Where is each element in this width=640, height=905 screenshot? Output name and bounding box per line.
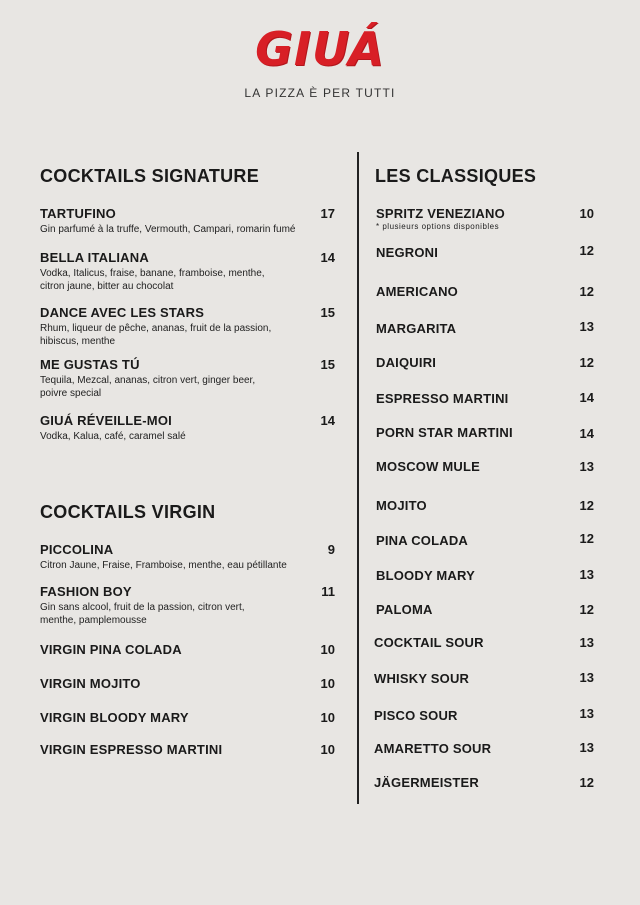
- item-name: JÄGERMEISTER: [374, 775, 479, 790]
- item-description: Gin parfumé à la truffe, Vermouth, Campari, romarin fumé: [40, 224, 296, 235]
- item-name: PORN STAR MARTINI: [376, 425, 513, 440]
- menu-item: [40, 413, 290, 443]
- item-name: AMERICANO: [376, 284, 458, 299]
- item-name: BLOODY MARY: [376, 568, 475, 583]
- header: [0, 14, 640, 100]
- menu-item: [376, 391, 556, 406]
- item-price: 12: [579, 243, 594, 258]
- section-title-classiques: LES CLASSIQUES: [375, 166, 537, 186]
- section-title-signature: COCKTAILS SIGNATURE: [40, 166, 260, 186]
- item-price: 14: [579, 426, 594, 441]
- item-price: 10: [320, 710, 335, 725]
- column-divider: [357, 152, 359, 804]
- item-name: GIUÁ RÉVEILLE-MOI: [40, 413, 172, 428]
- item-name: VIRGIN BLOODY MARY: [40, 710, 189, 725]
- item-name: ME GUSTAS TÚ: [40, 357, 140, 372]
- menu-item: [40, 676, 300, 691]
- item-name: MARGARITA: [376, 321, 457, 336]
- menu-item: [374, 671, 554, 686]
- item-name: VIRGIN PINA COLADA: [40, 642, 182, 657]
- item-price: 14: [320, 413, 335, 428]
- item-price: 13: [579, 459, 594, 474]
- item-name: PINA COLADA: [376, 533, 468, 548]
- item-price: 10: [579, 206, 594, 221]
- item-price: 11: [321, 584, 335, 599]
- item-description: Citron Jaune, Fraise, Framboise, menthe, eau pétillante: [40, 560, 287, 571]
- item-price: 12: [579, 284, 594, 299]
- menu-item: [376, 498, 556, 513]
- item-price: 12: [579, 531, 594, 546]
- item-name: PICCOLINA: [40, 542, 114, 557]
- menu-item: [376, 206, 566, 231]
- item-name: WHISKY SOUR: [374, 671, 470, 686]
- item-price: 12: [579, 775, 594, 790]
- menu-item: [376, 321, 556, 336]
- item-name: DAIQUIRI: [376, 355, 437, 370]
- item-price: 13: [579, 670, 594, 685]
- menu-item: [40, 642, 300, 657]
- item-price: 17: [320, 206, 335, 221]
- menu-item: [40, 584, 270, 627]
- tagline: LA PIZZA È PER TUTTI: [244, 86, 396, 100]
- item-name: ESPRESSO MARTINI: [376, 391, 509, 406]
- item-price: 14: [579, 390, 594, 405]
- menu-item: [40, 542, 310, 572]
- item-price: 9: [327, 542, 335, 557]
- item-name: VIRGIN ESPRESSO MARTINI: [40, 742, 223, 757]
- item-price: 12: [579, 602, 594, 617]
- item-price: 10: [320, 742, 335, 757]
- menu-item: [40, 250, 290, 293]
- item-price: 10: [320, 676, 335, 691]
- item-price: 13: [579, 706, 594, 721]
- menu-item: [376, 459, 556, 474]
- menu-item: [376, 355, 556, 370]
- menu-item: [374, 635, 554, 650]
- item-description: Gin sans alcool, fruit de la passion, citron vert, menthe, pamplemousse: [40, 602, 245, 626]
- item-price: 15: [320, 357, 335, 372]
- section-title-virgin: COCKTAILS VIRGIN: [40, 502, 216, 522]
- item-name: VIRGIN MOJITO: [40, 676, 141, 691]
- menu-item: [376, 425, 556, 440]
- item-name: BELLA ITALIANA: [40, 250, 149, 265]
- item-name: COCKTAIL SOUR: [374, 635, 484, 650]
- menu-item: [40, 206, 320, 236]
- item-price: 15: [320, 305, 335, 320]
- menu-item: [376, 568, 556, 583]
- item-name: PALOMA: [376, 602, 433, 617]
- item-price: 13: [579, 319, 594, 334]
- item-price: 14: [320, 250, 335, 265]
- brand-logo: GIUÁ: [255, 22, 385, 76]
- menu-item: [376, 602, 556, 617]
- item-name: SPRITZ VENEZIANO: [376, 206, 505, 221]
- item-name: DANCE AVEC LES STARS: [40, 305, 205, 320]
- item-note: * plusieurs options disponibles: [376, 222, 500, 231]
- item-name: MOJITO: [376, 498, 427, 513]
- menu-item: [374, 741, 554, 756]
- item-name: PISCO SOUR: [374, 708, 458, 723]
- item-name: NEGRONI: [376, 245, 439, 260]
- menu-item: [40, 305, 290, 348]
- item-name: AMARETTO SOUR: [374, 741, 492, 756]
- item-name: FASHION BOY: [40, 584, 132, 599]
- menu-item: [376, 533, 556, 548]
- menu-item: [374, 708, 554, 723]
- menu-item: [40, 742, 300, 757]
- item-price: 12: [579, 355, 594, 370]
- menu-item: [376, 245, 556, 260]
- item-name: MOSCOW MULE: [376, 459, 481, 474]
- item-name: TARTUFINO: [40, 206, 116, 221]
- menu-item: [40, 357, 280, 400]
- item-description: Tequila, Mezcal, ananas, citron vert, ginger beer, poivre special: [40, 375, 256, 399]
- item-price: 12: [579, 498, 594, 513]
- item-price: 13: [579, 567, 594, 582]
- menu-item: [376, 284, 556, 299]
- item-price: 10: [320, 642, 335, 657]
- item-price: 13: [579, 740, 594, 755]
- menu-item: [374, 775, 554, 790]
- item-description: Rhum, liqueur de pêche, ananas, fruit de la passion, hibiscus, menthe: [40, 323, 272, 347]
- menu-item: [40, 710, 300, 725]
- item-price: 13: [579, 635, 594, 650]
- item-description: Vodka, Italicus, fraise, banane, framboise, menthe, citron jaune, bitter au chocolat: [40, 268, 265, 292]
- item-description: Vodka, Kalua, café, caramel salé: [40, 431, 186, 442]
